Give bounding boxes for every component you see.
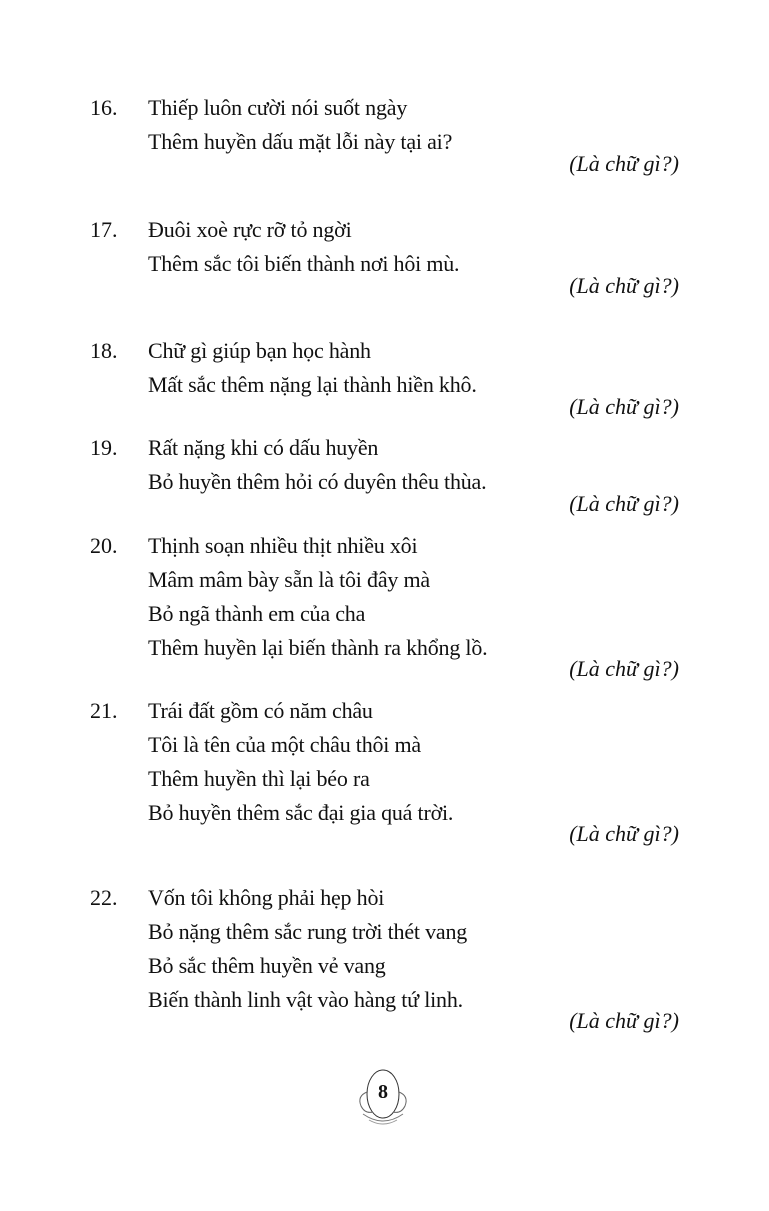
verse-line: Chữ gì giúp bạn học hành [148,338,371,363]
verse-line: Tôi là tên của một châu thôi mà [148,732,421,757]
verse-line: Thiếp luôn cười nói suốt ngày [148,95,408,120]
verse-line: Bỏ sắc thêm huyền vẻ vang [148,953,386,978]
riddle-question: (Là chữ gì?) [569,821,679,846]
riddle-number: 22. [90,885,118,910]
verse-line: Thêm sắc tôi biến thành nơi hôi mù. [148,251,460,276]
verse-line: Rất nặng khi có dấu huyền [148,435,379,460]
riddle-question: (Là chữ gì?) [569,1008,679,1033]
riddle-question: (Là chữ gì?) [569,273,679,298]
verse-line: Đuôi xoè rực rỡ tỏ ngời [148,217,352,242]
verse-line: Bỏ nặng thêm sắc rung trời thét vang [148,919,468,944]
page-number: 8 [378,1081,388,1103]
verse-line: Bỏ huyền thêm hỏi có duyên thêu thùa. [148,469,487,494]
verse-line: Biến thành linh vật vào hàng tứ linh. [148,987,463,1012]
verse-line: Mất sắc thêm nặng lại thành hiền khô. [148,372,477,397]
verse-line: Thịnh soạn nhiều thịt nhiều xôi [148,533,418,558]
verse-line: Trái đất gồm có năm châu [148,698,373,723]
riddle-number: 20. [90,533,118,558]
verse-line: Mâm mâm bày sẵn là tôi đây mà [148,567,430,592]
page-number-ornament [353,1064,413,1130]
riddle-question: (Là chữ gì?) [569,656,679,681]
riddle-question: (Là chữ gì?) [569,394,679,419]
riddle-question: (Là chữ gì?) [569,491,679,516]
verse-line: Thêm huyền lại biến thành ra khổng lồ. [148,635,488,660]
verse-line: Thêm huyền dấu mặt lỗi này tại ai? [148,129,453,154]
verse-line: Bỏ huyền thêm sắc đại gia quá trời. [148,800,454,825]
verse-line: Bỏ ngã thành em của cha [148,601,366,626]
riddle-number: 18. [90,338,118,363]
riddle-number: 17. [90,217,118,242]
riddle-question: (Là chữ gì?) [569,151,679,176]
verse-line: Thêm huyền thì lại béo ra [148,766,370,791]
riddle-number: 19. [90,435,118,460]
riddle-number: 16. [90,95,118,120]
verse-line: Vốn tôi không phải hẹp hòi [148,885,385,910]
riddle-number: 21. [90,698,118,723]
